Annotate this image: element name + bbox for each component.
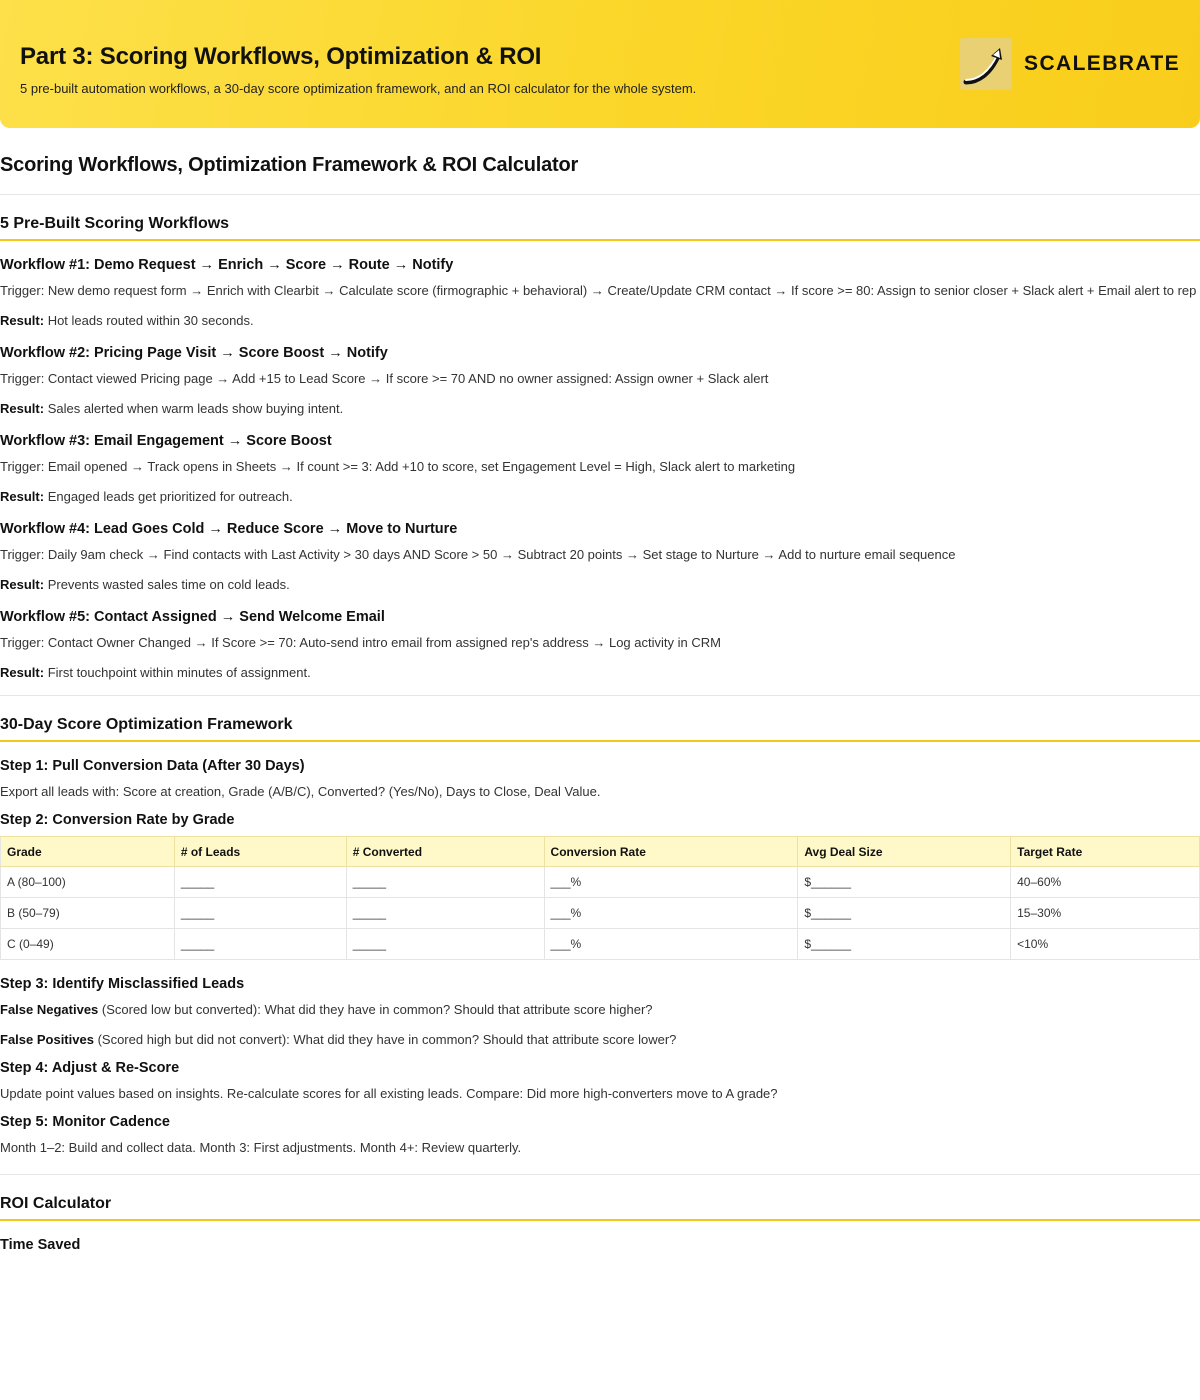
table-cell: C (0–49) bbox=[1, 929, 175, 960]
table-cell: B (50–79) bbox=[1, 898, 175, 929]
step-text: Month 1–2: Build and collect data. Month 3: First adjustments. Month 4+: Review quarterly. bbox=[0, 1140, 522, 1155]
result-text: Hot leads routed within 30 seconds. bbox=[47, 313, 254, 328]
false-negatives-label: False Negatives bbox=[0, 1002, 99, 1017]
result-text: Prevents wasted sales time on cold leads. bbox=[47, 577, 290, 592]
step-3 bbox=[0, 976, 1200, 1050]
workflows-section bbox=[0, 195, 1200, 696]
table-row bbox=[1, 898, 1200, 929]
result-label: Result: bbox=[0, 577, 45, 592]
false-positives-label: False Positives bbox=[0, 1032, 94, 1047]
workflow-result bbox=[0, 663, 1200, 683]
workflow-1 bbox=[0, 257, 1200, 331]
step-title: Step 5: Monitor Cadence bbox=[0, 1114, 170, 1130]
section-heading-workflows: 5 Pre-Built Scoring Workflows bbox=[0, 195, 1200, 241]
table-cell: _____ bbox=[346, 929, 544, 960]
optimization-section bbox=[0, 696, 1200, 1175]
false-positives-text bbox=[0, 1030, 1200, 1050]
header-subtitle: 5 pre-built automation workflows, a 30-day score optimization framework, and an ROI calculator for the whole system. bbox=[20, 81, 697, 96]
table-cell: _____ bbox=[346, 898, 544, 929]
result-text: Sales alerted when warm leads show buying intent. bbox=[47, 401, 344, 416]
false-positives-desc: (Scored high but did not convert): What did they have in common? Should that attribute score lower? bbox=[93, 1032, 677, 1047]
roi-subheading: Time Saved bbox=[0, 1237, 81, 1253]
table-cell: ___% bbox=[544, 929, 798, 960]
result-label: Result: bbox=[0, 313, 45, 328]
result-text: First touchpoint within minutes of assignment. bbox=[47, 665, 311, 680]
workflow-result bbox=[0, 399, 1200, 419]
table-cell: _____ bbox=[174, 898, 346, 929]
workflow-title: Workflow #5: Contact Assigned → Send Welcome Email bbox=[0, 609, 385, 625]
brand bbox=[960, 38, 1180, 90]
table-header-row bbox=[1, 837, 1200, 867]
table-row bbox=[1, 929, 1200, 960]
workflow-4 bbox=[0, 521, 1200, 595]
step-1 bbox=[0, 758, 1200, 802]
main-content bbox=[0, 128, 1200, 1273]
table-cell: ___% bbox=[544, 867, 798, 898]
table-cell: A (80–100) bbox=[1, 867, 175, 898]
step-title: Step 1: Pull Conversion Data (After 30 Days) bbox=[0, 758, 305, 774]
column-header: # of Leads bbox=[174, 837, 346, 867]
workflow-result bbox=[0, 575, 1200, 595]
step-title: Step 3: Identify Misclassified Leads bbox=[0, 976, 245, 992]
step-2 bbox=[0, 812, 1200, 960]
workflow-trigger: Trigger: New demo request form → Enrich with Clearbit → Calculate score (firmographic + behavioral) → Create/Update CRM contact → If score >= 80: Assign to senior closer + Slack alert + Email alert to rep bbox=[0, 283, 1197, 298]
workflow-trigger: Trigger: Email opened → Track opens in Sheets → If count >= 3: Add +10 to score, set Engagement Level = High, Slack alert to marketing bbox=[0, 459, 796, 474]
table-cell: <10% bbox=[1011, 929, 1200, 960]
header-title: Part 3: Scoring Workflows, Optimization & ROI bbox=[20, 43, 542, 70]
table-cell: $______ bbox=[798, 898, 1011, 929]
workflow-3 bbox=[0, 433, 1200, 507]
section-heading-roi: ROI Calculator bbox=[0, 1175, 1200, 1221]
table-cell: _____ bbox=[174, 867, 346, 898]
column-header: Target Rate bbox=[1011, 837, 1200, 867]
workflow-title: Workflow #1: Demo Request → Enrich → Score → Route → Notify bbox=[0, 257, 454, 273]
false-negatives-desc: (Scored low but converted): What did they have in common? Should that attribute score higher? bbox=[98, 1002, 653, 1017]
result-label: Result: bbox=[0, 401, 45, 416]
table-cell: _____ bbox=[346, 867, 544, 898]
workflow-result bbox=[0, 311, 1200, 331]
column-header: Conversion Rate bbox=[544, 837, 798, 867]
arrow-up-right-icon bbox=[960, 38, 1012, 90]
conversion-table bbox=[0, 836, 1200, 960]
roi-section bbox=[0, 1175, 1200, 1273]
workflow-title: Workflow #3: Email Engagement → Score Boost bbox=[0, 433, 332, 449]
step-4 bbox=[0, 1060, 1200, 1104]
step-title: Step 2: Conversion Rate by Grade bbox=[0, 812, 235, 828]
page-header bbox=[0, 0, 1200, 128]
table-cell: _____ bbox=[174, 929, 346, 960]
column-header: Grade bbox=[1, 837, 175, 867]
step-text: Update point values based on insights. Re-calculate scores for all existing leads. Compare: Did more high-converters move to A grade? bbox=[0, 1086, 778, 1101]
workflow-title: Workflow #4: Lead Goes Cold → Reduce Score → Move to Nurture bbox=[0, 521, 458, 537]
column-header: # Converted bbox=[346, 837, 544, 867]
workflow-result bbox=[0, 487, 1200, 507]
false-negatives-text bbox=[0, 1000, 1200, 1020]
step-title: Step 4: Adjust & Re-Score bbox=[0, 1060, 180, 1076]
workflow-trigger: Trigger: Daily 9am check → Find contacts with Last Activity > 30 days AND Score > 50 → Subtract 20 points → Set stage to Nurture → Add to nurture email sequence bbox=[0, 547, 956, 562]
workflow-trigger: Trigger: Contact viewed Pricing page → Add +15 to Lead Score → If score >= 70 AND no owner assigned: Assign owner + Slack alert bbox=[0, 371, 769, 386]
table-row bbox=[1, 867, 1200, 898]
column-header: Avg Deal Size bbox=[798, 837, 1011, 867]
table-cell: $______ bbox=[798, 867, 1011, 898]
table-cell: 40–60% bbox=[1011, 867, 1200, 898]
workflow-trigger: Trigger: Contact Owner Changed → If Score >= 70: Auto-send intro email from assigned rep's address → Log activity in CRM bbox=[0, 635, 721, 650]
table-cell: $______ bbox=[798, 929, 1011, 960]
step-text: Export all leads with: Score at creation, Grade (A/B/C), Converted? (Yes/No), Days to Close, Deal Value. bbox=[0, 784, 601, 799]
workflow-2 bbox=[0, 345, 1200, 419]
workflow-5 bbox=[0, 609, 1200, 683]
result-label: Result: bbox=[0, 665, 45, 680]
step-5 bbox=[0, 1114, 1200, 1158]
brand-name: SCALEBRATE bbox=[1024, 52, 1180, 75]
table-cell: 15–30% bbox=[1011, 898, 1200, 929]
result-label: Result: bbox=[0, 489, 45, 504]
result-text: Engaged leads get prioritized for outreach. bbox=[47, 489, 293, 504]
section-heading-optimization: 30-Day Score Optimization Framework bbox=[0, 696, 1200, 742]
workflow-title: Workflow #2: Pricing Page Visit → Score Boost → Notify bbox=[0, 345, 388, 361]
table-cell: ___% bbox=[544, 898, 798, 929]
doc-title: Scoring Workflows, Optimization Framework & ROI Calculator bbox=[0, 128, 1200, 195]
